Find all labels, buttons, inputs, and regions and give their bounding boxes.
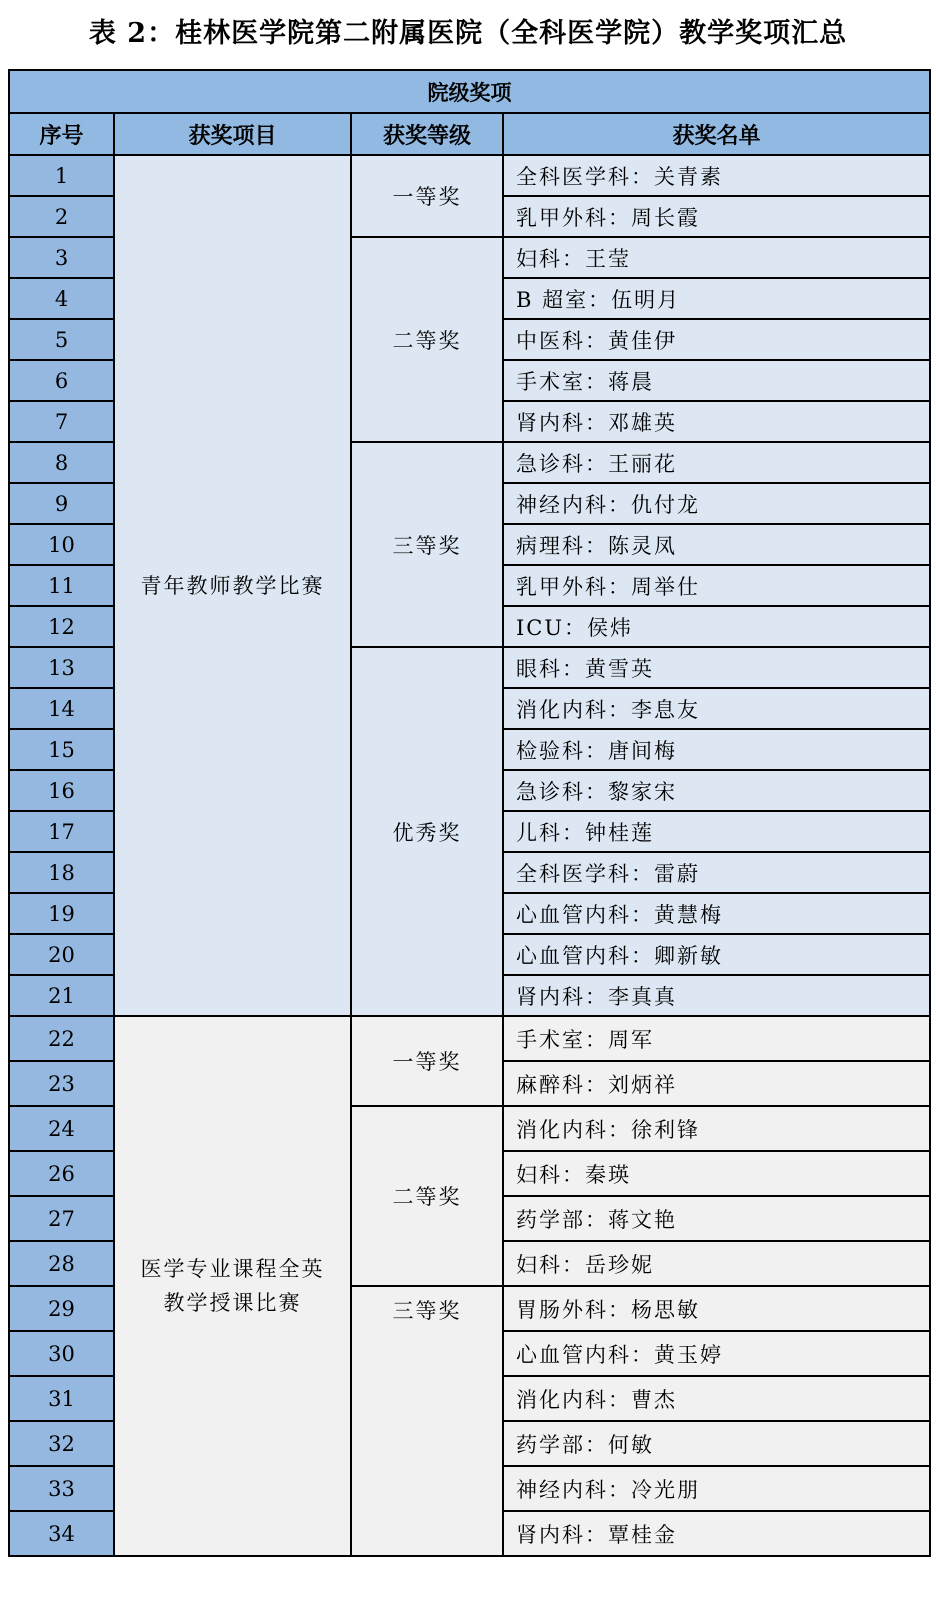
column-header-row — [9, 113, 930, 155]
header-project: 获奖项目 — [114, 113, 351, 155]
row-number: 11 — [9, 565, 114, 606]
award-level-cell: 二等奖 — [351, 237, 503, 442]
winner-name: 检验科：唐间梅 — [503, 729, 930, 770]
winner-name: 急诊科：王丽花 — [503, 442, 930, 483]
winner-name: 药学部：何敏 — [503, 1421, 930, 1466]
row-number: 28 — [9, 1241, 114, 1286]
row-number: 5 — [9, 319, 114, 360]
winner-name: 中医科：黄佳伊 — [503, 319, 930, 360]
row-number: 14 — [9, 688, 114, 729]
project-name-line: 青年教师教学比赛 — [140, 573, 325, 598]
header-names: 获奖名单 — [503, 113, 930, 155]
row-number: 20 — [9, 934, 114, 975]
winner-name: 心血管内科：黄玉婷 — [503, 1331, 930, 1376]
project-cell — [114, 1016, 351, 1556]
winner-name: 肾内科：邓雄英 — [503, 401, 930, 442]
row-number: 29 — [9, 1286, 114, 1331]
award-level-cell: 一等奖 — [351, 1016, 503, 1106]
header-level: 获奖等级 — [351, 113, 503, 155]
winner-name: 全科医学科：雷蔚 — [503, 852, 930, 893]
winner-name: 眼科：黄雪英 — [503, 647, 930, 688]
section-header-row — [9, 70, 930, 113]
winner-name: 胃肠外科：杨思敏 — [503, 1286, 930, 1331]
winner-name: 妇科：秦瑛 — [503, 1151, 930, 1196]
row-number: 22 — [9, 1016, 114, 1061]
awards-table — [8, 69, 931, 1557]
table-title: 表 2：桂林医学院第二附属医院（全科医学院）教学奖项汇总 — [88, 18, 848, 49]
row-number: 4 — [9, 278, 114, 319]
row-number: 2 — [9, 196, 114, 237]
row-number: 9 — [9, 483, 114, 524]
row-number: 6 — [9, 360, 114, 401]
winner-name: 病理科：陈灵凤 — [503, 524, 930, 565]
project-name-line: 医学专业课程全英 — [140, 1257, 325, 1281]
row-number: 1 — [9, 155, 114, 196]
winner-name: 肾内科：覃桂金 — [503, 1511, 930, 1556]
winner-name: 妇科：王莹 — [503, 237, 930, 278]
winner-name: B 超室：伍明月 — [503, 278, 930, 319]
winner-name: 神经内科：仇付龙 — [503, 483, 930, 524]
winner-name: 乳甲外科：周长霞 — [503, 196, 930, 237]
winner-name: 手术室：周军 — [503, 1016, 930, 1061]
row-number: 26 — [9, 1151, 114, 1196]
row-number: 30 — [9, 1331, 114, 1376]
section-title: 院级奖项 — [9, 70, 930, 113]
winner-name: 手术室：蒋晨 — [503, 360, 930, 401]
header-no: 序号 — [9, 113, 114, 155]
winner-name: 消化内科：徐利锋 — [503, 1106, 930, 1151]
row-number: 12 — [9, 606, 114, 647]
winner-name: 消化内科：李息友 — [503, 688, 930, 729]
table-row — [9, 1016, 930, 1061]
award-level-cell: 一等奖 — [351, 155, 503, 237]
row-number: 13 — [9, 647, 114, 688]
row-number: 7 — [9, 401, 114, 442]
winner-name: 全科医学科：关青素 — [503, 155, 930, 196]
winner-name: 神经内科：冷光朋 — [503, 1466, 930, 1511]
awards-table-body — [9, 70, 930, 1556]
row-number: 34 — [9, 1511, 114, 1556]
winner-name: 急诊科：黎家宋 — [503, 770, 930, 811]
winner-name: 心血管内科：卿新敏 — [503, 934, 930, 975]
winner-name: 麻醉科：刘炳祥 — [503, 1061, 930, 1106]
award-level-cell: 三等奖 — [351, 442, 503, 647]
row-number: 8 — [9, 442, 114, 483]
row-number: 16 — [9, 770, 114, 811]
row-number: 15 — [9, 729, 114, 770]
row-number: 31 — [9, 1376, 114, 1421]
row-number: 27 — [9, 1196, 114, 1241]
winner-name: 心血管内科：黄慧梅 — [503, 893, 930, 934]
winner-name: 消化内科：曹杰 — [503, 1376, 930, 1421]
row-number: 10 — [9, 524, 114, 565]
row-number: 21 — [9, 975, 114, 1016]
row-number: 32 — [9, 1421, 114, 1466]
award-level-cell: 二等奖 — [351, 1106, 503, 1286]
table-row — [9, 155, 930, 196]
row-number: 19 — [9, 893, 114, 934]
row-number: 33 — [9, 1466, 114, 1511]
winner-name: 儿科：钟桂莲 — [503, 811, 930, 852]
award-level-cell: 三等奖 — [351, 1286, 503, 1556]
award-level-cell: 优秀奖 — [351, 647, 503, 1016]
project-cell — [114, 155, 351, 1016]
winner-name: 妇科：岳珍妮 — [503, 1241, 930, 1286]
winner-name: 乳甲外科：周举仕 — [503, 565, 930, 606]
row-number: 24 — [9, 1106, 114, 1151]
row-number: 3 — [9, 237, 114, 278]
winner-name: 肾内科：李真真 — [503, 975, 930, 1016]
winner-name: ICU：侯炜 — [503, 606, 930, 647]
project-name-line: 教学授课比赛 — [163, 1291, 302, 1315]
row-number: 17 — [9, 811, 114, 852]
row-number: 23 — [9, 1061, 114, 1106]
row-number: 18 — [9, 852, 114, 893]
winner-name: 药学部：蒋文艳 — [503, 1196, 930, 1241]
